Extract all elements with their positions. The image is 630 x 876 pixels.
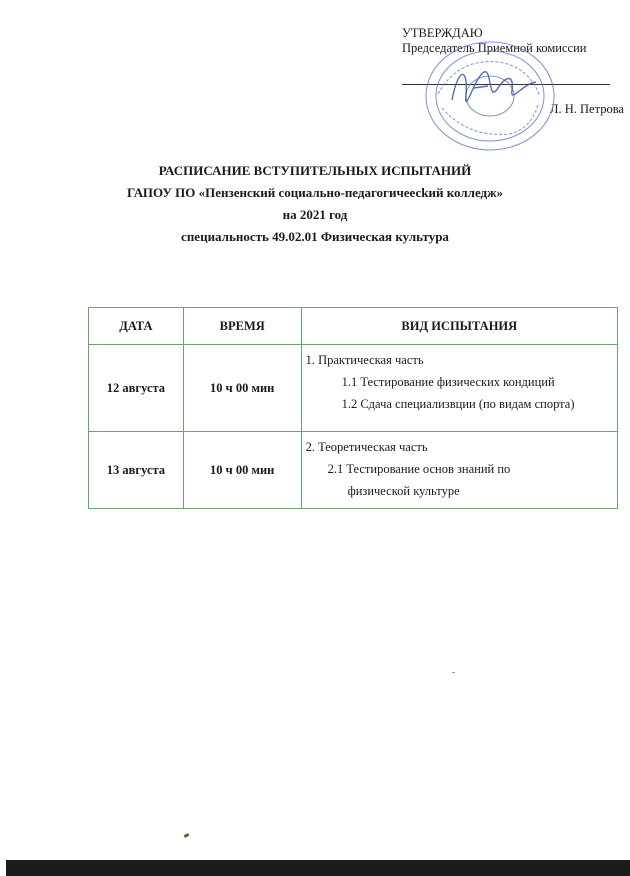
- row-description: [301, 432, 617, 509]
- desc-line: 1. Практическая часть: [305, 353, 424, 367]
- header-test-type: ВИД ИСПЫТАНИЯ: [301, 308, 617, 345]
- approval-heading: УТВЕРЖДАЮ: [402, 26, 483, 40]
- desc-line: 2.1 Тестирование основ знаний по: [327, 462, 511, 476]
- scan-speck: [452, 672, 455, 673]
- official-stamp-icon: [418, 38, 558, 154]
- title-line-3: на 2021 год: [282, 207, 348, 222]
- scan-speck: [184, 833, 190, 838]
- title-line-2: ГАПОУ ПО «Пензенский социально-педагогичеесkий колледж»: [126, 185, 504, 200]
- row-time: 10 ч 00 мин: [183, 345, 301, 432]
- desc-line: физической культуре: [347, 484, 460, 498]
- table-row: [89, 432, 618, 509]
- schedule-table: [88, 307, 618, 509]
- scan-edge-bar: [6, 860, 630, 876]
- desc-line: 2. Теоретическая часть: [305, 440, 428, 454]
- desc-line: 1.2 Сдача специализвции (по видам спорта): [341, 397, 575, 411]
- title-line-4: специальность 49.02.01 Физическая культура: [181, 229, 449, 244]
- approver-name: Л. Н. Петрова: [550, 102, 624, 116]
- desc-line: 1.1 Тестирование физических кондиций: [341, 375, 555, 389]
- row-description: [301, 345, 617, 432]
- document-title: [0, 160, 630, 248]
- approval-position: Председатель Приемной комиссии: [402, 41, 587, 55]
- row-date: 12 августа: [89, 345, 184, 432]
- title-line-1: РАСПИСАНИЕ ВСТУПИТЕЛЬНЫХ ИСПЫТАНИЙ: [158, 163, 472, 178]
- table-header-row: [89, 308, 618, 345]
- row-date: 13 августа: [89, 432, 184, 509]
- row-time: 10 ч 00 мин: [183, 432, 301, 509]
- header-time: ВРЕМЯ: [183, 308, 301, 345]
- header-date: ДАТА: [89, 308, 184, 345]
- table-row: [89, 345, 618, 432]
